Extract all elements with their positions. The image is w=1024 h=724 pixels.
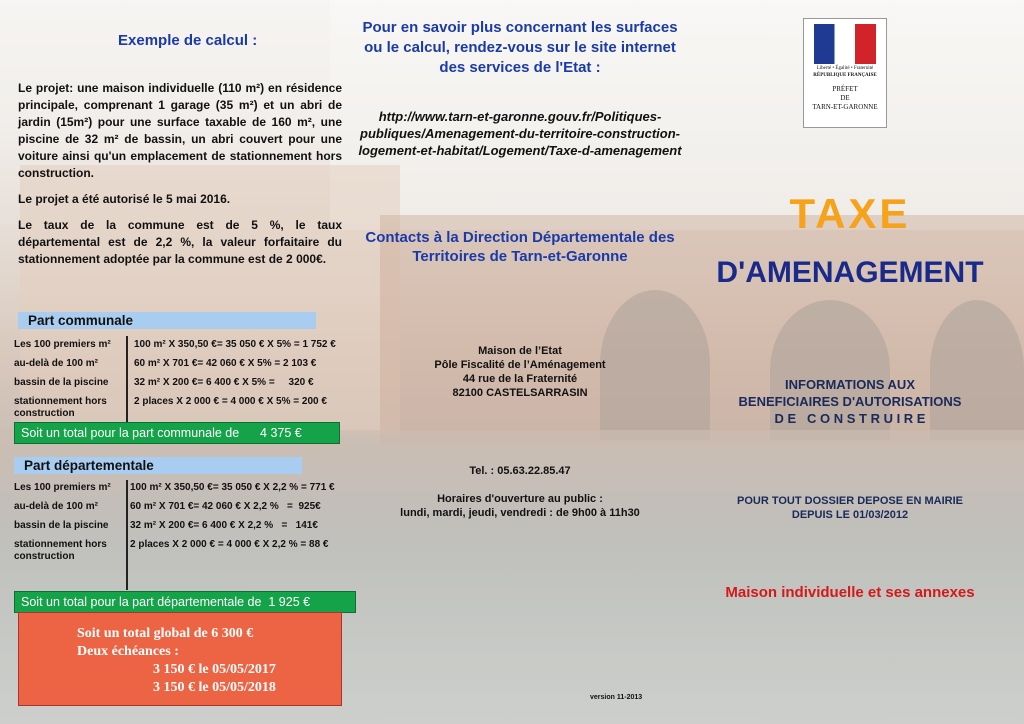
- table-row-value: 2 places X 2 000 € = 4 000 € X 2,2 % = 88 €: [130, 539, 329, 550]
- table-row-label: bassin de la piscine: [14, 377, 109, 388]
- address-block: [400, 344, 640, 400]
- prefet-line: DE: [840, 94, 850, 102]
- project-paragraph: Le projet: une maison individuelle (110 m²) en résidence principale, comprenant 1 garage (35 m²) et un abri de jardin (15m²) pour une surface taxable de 160 m², une piscine de 32 m² de bassin, un abri couvert pour une voiture ainsi qu'un emplacement de stationnement hors construction.: [18, 81, 342, 180]
- global-total-box: [18, 612, 342, 706]
- global-total: Soit un total global de 6 300 €: [77, 626, 254, 641]
- logo-republique: RÉPUBLIQUE FRANÇAISE: [813, 73, 877, 78]
- maison-subtitle: Maison individuelle et ses annexes: [725, 584, 975, 601]
- dossier-note: [700, 494, 1000, 522]
- phone-number: Tel. : 05.63.22.85.47: [469, 465, 571, 477]
- communale-total: Soit un total pour la part communale de 4 375 €: [14, 422, 340, 444]
- hours-value: lundi, mardi, jeudi, vendredi : de 9h00 à 11h30: [400, 507, 640, 519]
- table-row-value: 32 m² X 200 €= 6 400 € X 2,2 % = 141€: [130, 520, 318, 531]
- benef-line: INFORMATIONS AUX: [785, 377, 915, 392]
- table-row-label: au-delà de 100 m²: [14, 358, 98, 369]
- prefet-line: PRÉFET: [832, 85, 858, 93]
- project-description: [18, 80, 342, 277]
- prefet-text: [804, 85, 886, 112]
- dossier-line: DEPUIS LE 01/03/2012: [791, 509, 909, 521]
- hours-title: Horaires d'ouverture au public :: [437, 493, 603, 505]
- table-row-value: 32 m² X 200 €= 6 400 € X 5% = 320 €: [134, 377, 314, 388]
- opening-hours: [370, 492, 670, 520]
- info-url[interactable]: http://www.tarn-et-garonne.gouv.fr/Politiques-publiques/Amenagement-du-territoire-construction-logement-et-habitat/Logement/Taxe-d-amenagement: [358, 109, 682, 158]
- benef-line: D E C O N S T R U I R E: [774, 411, 926, 426]
- deadline-2: 3 150 € le 05/05/2018: [153, 680, 276, 695]
- table-row-label: stationnement hors construction: [14, 539, 107, 562]
- table-divider: [126, 480, 128, 590]
- table-row-label: stationnement hors construction: [14, 396, 107, 419]
- version-label: version 11-2013: [590, 694, 643, 701]
- table-row-value: 2 places X 2 000 € = 4 000 € X 5% = 200 €: [134, 396, 327, 407]
- logo-motto: Liberté • Égalité • Fraternité: [816, 66, 874, 71]
- address-line: Maison de l’Etat: [478, 345, 562, 357]
- deadlines-title: Deux échéances :: [77, 644, 179, 659]
- title-amenagement: D'AMENAGEMENT: [716, 256, 984, 289]
- benef-line: BENEFICIAIRES D'AUTORISATIONS: [738, 394, 962, 409]
- contacts-title: Contacts à la Direction Départementale des Territoires de Tarn-et-Garonne: [365, 229, 675, 265]
- table-row-label: bassin de la piscine: [14, 520, 109, 531]
- table-row-label: Les 100 premiers m²: [14, 339, 111, 350]
- dossier-line: POUR TOUT DOSSIER DEPOSE EN MAIRIE: [737, 495, 963, 507]
- marianne-flag-icon: [814, 24, 876, 64]
- part-communale-title: Part communale: [18, 312, 316, 329]
- project-paragraph: Le projet a été autorisé le 5 mai 2016.: [18, 192, 231, 206]
- address-line: Pôle Fiscalité de l’Aménagement: [434, 359, 606, 371]
- part-departementale-title: Part départementale: [14, 457, 302, 474]
- calc-title: Exemple de calcul :: [118, 32, 258, 49]
- deadline-1: 3 150 € le 05/05/2017: [153, 662, 276, 677]
- address-line: 44 rue de la Fraternité: [462, 373, 578, 385]
- address-line: 82100 CASTELSARRASIN: [452, 387, 588, 399]
- title-taxe: TAXE: [789, 190, 911, 237]
- project-paragraph: Le taux de la commune est de 5 %, le taux départemental est de 2,2 %, la valeur forfaitaire du stationnement adoptée par la commune est de 2 000€.: [18, 218, 342, 266]
- prefet-logo: [803, 18, 887, 128]
- table-row-value: 100 m² X 350,50 €= 35 050 € X 5% = 1 752 €: [134, 339, 336, 350]
- table-row-value: 60 m² X 701 €= 42 060 € X 5% = 2 103 €: [134, 358, 317, 369]
- beneficiaries-info: [700, 376, 1000, 427]
- info-title: Pour en savoir plus concernant les surfaces ou le calcul, rendez-vous sur le site internet des services de l'Etat :: [362, 19, 678, 76]
- table-row-label: au-delà de 100 m²: [14, 501, 98, 512]
- departementale-total: Soit un total pour la part départementale de 1 925 €: [14, 591, 356, 613]
- table-divider: [126, 336, 128, 422]
- table-row-value: 100 m² X 350,50 €= 35 050 € X 2,2 % = 771 €: [130, 482, 335, 493]
- prefet-line: TARN-ET-GARONNE: [812, 103, 878, 111]
- table-row-label: Les 100 premiers m²: [14, 482, 111, 493]
- table-row-value: 60 m² X 701 €= 42 060 € X 2,2 % = 925€: [130, 501, 321, 512]
